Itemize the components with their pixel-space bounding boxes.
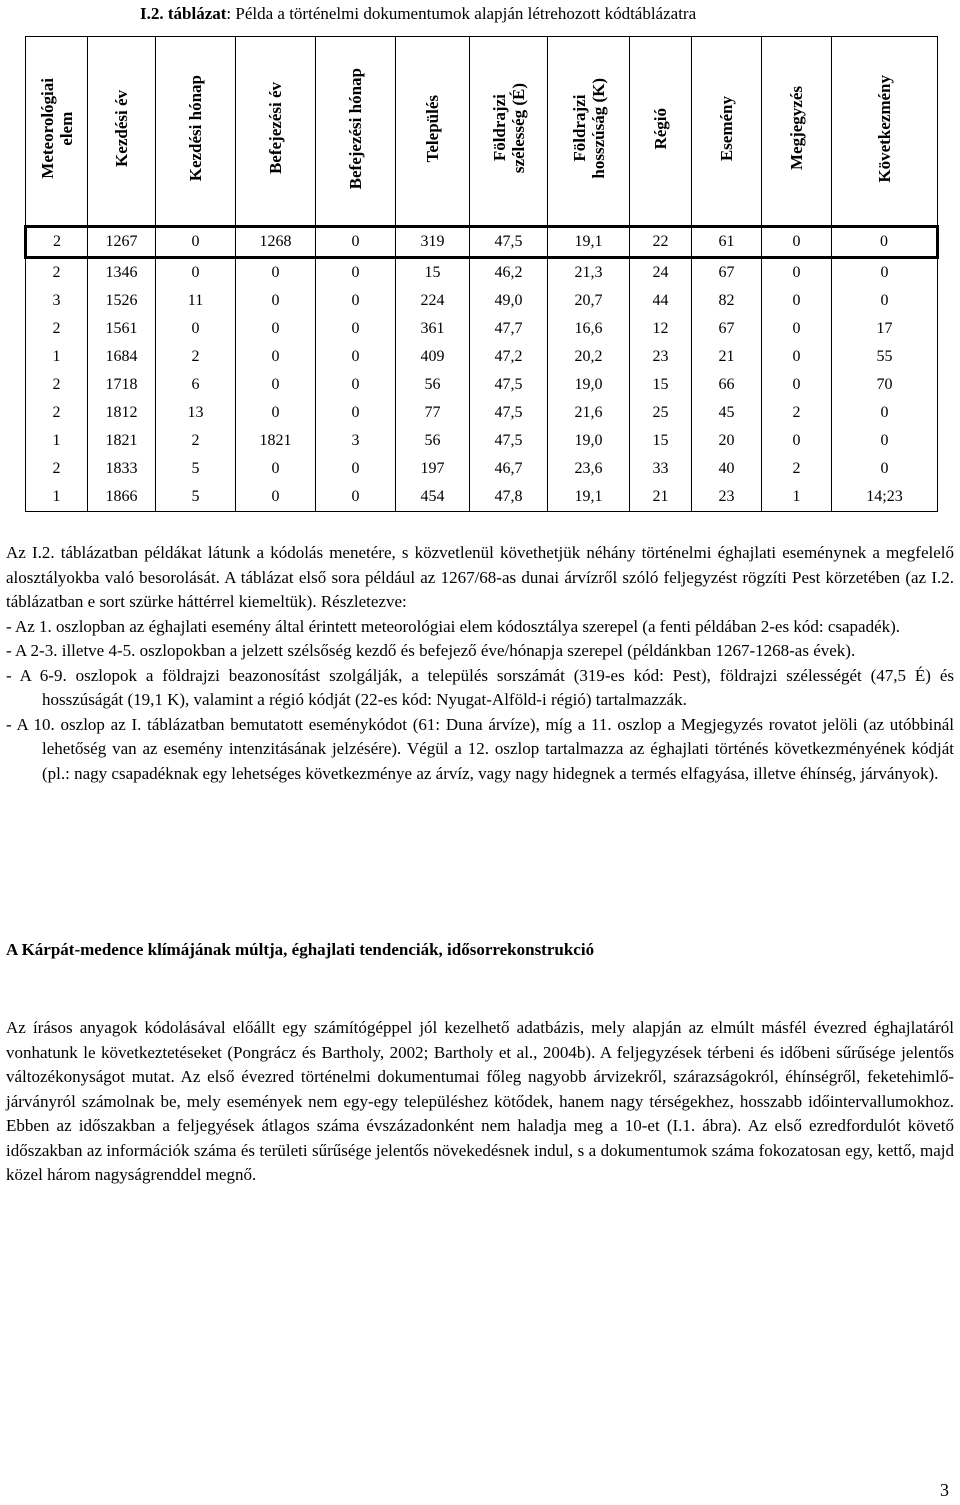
column-header-line: szélesség (É) [508, 83, 528, 174]
table-cell: 55 [832, 343, 938, 371]
column-header-label [490, 83, 528, 173]
table-cell: 0 [832, 287, 938, 315]
column-header-line: Befejezési hónap [346, 67, 365, 190]
table-cell: 2 [26, 315, 88, 343]
table-cell: 1 [762, 483, 832, 512]
table-cell: 21 [630, 483, 692, 512]
section-heading: A Kárpát-medence klímájának múltja, éghajlati tendenciák, idősorrekonstrukció [6, 940, 595, 959]
table-cell: 19,0 [548, 427, 630, 455]
column-header [762, 37, 832, 227]
column-header-line: Következmény [875, 74, 894, 183]
table-cell: 20,2 [548, 343, 630, 371]
table-cell: 2 [156, 343, 236, 371]
table-cell: 0 [762, 227, 832, 258]
page-number: 3 [940, 1480, 949, 1500]
table-cell: 21,3 [548, 258, 630, 288]
column-header [692, 37, 762, 227]
explanation-intro: Az I.2. táblázatban példákat látunk a kódolás menetére, s közvetlenül követhetjük néhány történelmi éghajlati eseménynek a megfelelő alosztályokba való besorolását. A táblázat első sora például az 1267/68-as dunai árvízről szóló feljegyzést rögzíti Pest körzetében (az I.2. táblázatban e sort szürke háttérrel kiemeltük). Részletezve: [6, 543, 954, 611]
column-header [832, 37, 938, 227]
table-cell: 2 [762, 455, 832, 483]
table-cell: 0 [832, 227, 938, 258]
column-header [88, 37, 156, 227]
column-header-line: Kezdési év [112, 90, 131, 167]
table-cell: 1821 [88, 427, 156, 455]
table-cell: 0 [236, 287, 316, 315]
table-cell: 0 [316, 343, 396, 371]
column-header-line: Befejezési év [266, 82, 285, 175]
table-header-row [26, 37, 938, 227]
table-cell: 0 [832, 399, 938, 427]
table-cell: 21,6 [548, 399, 630, 427]
column-header-label [186, 75, 205, 181]
table-cell: 1561 [88, 315, 156, 343]
section-paragraph: Az írásos anyagok kódolásával előállt egy számítógéppel jól kezelhető adatbázis, mely alapján az elmúlt másfél évezred éghajlatáról vonhatunk le következtetéseket (Pongrácz és Bartholy, 2002; Bartholy et al., 2004b). A feljegyzések térbeni és időbeni sűrűsége jelentős változékonyságot mutat. Az első évezred történelmi dokumentumai főleg nagyobb árvizekről, szárazságokról, éhínségről, feketehimlő-járványról számolnak be, mely események nem egy-egy településhez kötődek, hanem nagy térségekhez, hosszabb időintervallumokhoz. Ebben az időszakban a feljegyések átlagos száma évszázadonként nem haladja meg a 10-et (I.1. ábra). Az első ezredfordulót követő időszakban az információk száma és területi sűrűsége jelentős növekedésnek indul, s a dokumentumok száma fokozatosan egy, kettő, majd közel három nagyságrenddel megnő. [6, 1018, 954, 1184]
table-cell: 1267 [88, 227, 156, 258]
table-cell: 1684 [88, 343, 156, 371]
table-cell: 0 [762, 343, 832, 371]
table-cell: 0 [156, 315, 236, 343]
table-row [26, 427, 938, 455]
table-row [26, 483, 938, 512]
table-cell: 40 [692, 455, 762, 483]
table-cell: 1718 [88, 371, 156, 399]
table-cell: 1526 [88, 287, 156, 315]
table-row [26, 287, 938, 315]
table-cell: 3 [316, 427, 396, 455]
column-header-line: Megjegyzés [787, 86, 806, 171]
table-cell: 56 [396, 371, 470, 399]
table-cell: 46,7 [470, 455, 548, 483]
table-cell: 2 [26, 258, 88, 288]
table-cell: 47,7 [470, 315, 548, 343]
table-cell: 0 [316, 315, 396, 343]
table-cell: 1821 [236, 427, 316, 455]
column-header-line: elem [56, 111, 76, 146]
table-cell: 47,5 [470, 399, 548, 427]
table-cell: 0 [156, 227, 236, 258]
column-header-label [717, 96, 736, 161]
column-header-line: Földrajzi [489, 94, 509, 163]
column-header-line: Kezdési hónap [186, 75, 205, 182]
column-header-line: hosszúság (K) [588, 78, 608, 179]
table-cell: 44 [630, 287, 692, 315]
table-row [26, 315, 938, 343]
table-cell: 49,0 [470, 287, 548, 315]
table-cell: 2 [26, 455, 88, 483]
table-cell: 47,2 [470, 343, 548, 371]
caption-label: I.2. táblázat [140, 4, 227, 23]
table-cell: 1 [26, 483, 88, 512]
table-cell: 1346 [88, 258, 156, 288]
table-cell: 0 [236, 315, 316, 343]
table-cell: 46,2 [470, 258, 548, 288]
table-cell: 17 [832, 315, 938, 343]
table-cell: 0 [236, 399, 316, 427]
column-header [548, 37, 630, 227]
table-cell: 56 [396, 427, 470, 455]
table-cell: 77 [396, 399, 470, 427]
table-cell: 47,8 [470, 483, 548, 512]
table-cell: 0 [236, 343, 316, 371]
table-cell: 0 [236, 483, 316, 512]
explanation-bullet: - A 2-3. illetve 4-5. oszlopokban a jelzett szélsőség kezdő és befejező éve/hónapja szerepel (példánkban 1267-1268-as évek). [6, 641, 856, 660]
table-cell: 0 [316, 227, 396, 258]
table-cell: 21 [692, 343, 762, 371]
table-cell: 197 [396, 455, 470, 483]
table-cell: 454 [396, 483, 470, 512]
column-header-line: Település [423, 94, 442, 163]
table-cell: 16,6 [548, 315, 630, 343]
table-cell: 67 [692, 315, 762, 343]
table-caption [140, 4, 696, 24]
table-row [26, 399, 938, 427]
table-cell: 14;23 [832, 483, 938, 512]
table-cell: 0 [832, 455, 938, 483]
table-cell: 1866 [88, 483, 156, 512]
table-cell: 2 [26, 399, 88, 427]
column-header-line: Földrajzi [569, 94, 589, 163]
table-cell: 0 [156, 258, 236, 288]
table-cell: 13 [156, 399, 236, 427]
column-header-label [112, 90, 131, 167]
table-cell: 15 [630, 427, 692, 455]
table-row [26, 371, 938, 399]
table-cell: 23 [630, 343, 692, 371]
column-header-line: Meteorológiai [37, 78, 57, 179]
table-cell: 23,6 [548, 455, 630, 483]
column-header-line: Esemény [717, 95, 736, 162]
table-row [26, 258, 938, 288]
table-cell: 0 [762, 427, 832, 455]
column-header-label [787, 86, 806, 170]
explanation-bullet: - A 10. oszlop az I. táblázatban bemutatott eseménykódot (61: Duna árvíze), míg a 11. oszlop a Megjegyzés rovatot jelöli (az utóbbinál lehetőség van az esemény intenzitásának jelzésére). Végül a 12. oszlop tartalmazza az éghajlati történés következményének kódját (pl.: nagy csapadéknak egy lehetséges következménye az árvíz, vagy nagy hidegnek a termés elfagyása, illetve éhínség, járványok). [6, 714, 954, 783]
section-body [6, 1016, 954, 1188]
table-cell: 1812 [88, 399, 156, 427]
table-cell: 1268 [236, 227, 316, 258]
table-cell: 24 [630, 258, 692, 288]
table-cell: 45 [692, 399, 762, 427]
table-cell: 1 [26, 343, 88, 371]
table-cell: 0 [236, 371, 316, 399]
column-header-label [346, 68, 365, 189]
column-header [470, 37, 548, 227]
table-cell: 12 [630, 315, 692, 343]
column-header-label [423, 95, 442, 162]
column-header-label [570, 78, 608, 179]
table-cell: 20,7 [548, 287, 630, 315]
table-cell: 0 [316, 258, 396, 288]
table-cell: 15 [396, 258, 470, 288]
table-cell: 0 [316, 455, 396, 483]
table-cell: 361 [396, 315, 470, 343]
explanation-block [6, 541, 954, 786]
table-cell: 409 [396, 343, 470, 371]
code-table [24, 36, 939, 512]
table-cell: 25 [630, 399, 692, 427]
column-header [316, 37, 396, 227]
table-row [26, 455, 938, 483]
table-cell: 0 [236, 258, 316, 288]
table-cell: 66 [692, 371, 762, 399]
table-cell: 20 [692, 427, 762, 455]
column-header [396, 37, 470, 227]
table-cell: 5 [156, 483, 236, 512]
table-cell: 0 [832, 427, 938, 455]
table-cell: 19,1 [548, 483, 630, 512]
table-cell: 61 [692, 227, 762, 258]
table-cell: 0 [316, 287, 396, 315]
table-cell: 1 [26, 427, 88, 455]
column-header [26, 37, 88, 227]
column-header-line: Régió [651, 107, 670, 150]
column-header-label [266, 82, 285, 174]
table-cell: 0 [832, 258, 938, 288]
explanation-bullet: - A 6-9. oszlopok a földrajzi beazonosítást szolgálják, a település sorszámát (319-es kód: Pest), földrajzi szélességét (47,5 É) és hosszúságát (19,1 K), valamint a régió kódját (22-es kód: Nyugat-Alföld-i régió) tartalmazzák. [6, 665, 954, 709]
table-cell: 0 [236, 455, 316, 483]
table-cell: 1833 [88, 455, 156, 483]
column-header [156, 37, 236, 227]
table-row [26, 343, 938, 371]
table-cell: 2 [26, 371, 88, 399]
table-cell: 11 [156, 287, 236, 315]
table-cell: 47,5 [470, 371, 548, 399]
table-cell: 0 [762, 287, 832, 315]
table-cell: 33 [630, 455, 692, 483]
table-cell: 15 [630, 371, 692, 399]
table-cell: 67 [692, 258, 762, 288]
table-cell: 3 [26, 287, 88, 315]
caption-text: : Példa a történelmi dokumentumok alapján létrehozott kódtáblázatra [226, 4, 697, 23]
table-cell: 0 [762, 371, 832, 399]
table-cell: 0 [316, 371, 396, 399]
column-header-label [38, 78, 76, 179]
table-cell: 47,5 [470, 227, 548, 258]
table-cell: 319 [396, 227, 470, 258]
table-cell: 2 [762, 399, 832, 427]
table-cell: 19,0 [548, 371, 630, 399]
table-row [26, 227, 938, 258]
table-cell: 0 [762, 315, 832, 343]
table-cell: 70 [832, 371, 938, 399]
column-header-label [651, 108, 670, 150]
column-header [236, 37, 316, 227]
table-cell: 0 [762, 258, 832, 288]
table-cell: 47,5 [470, 427, 548, 455]
table-cell: 2 [156, 427, 236, 455]
explanation-bullet: - Az 1. oszlopban az éghajlati esemény által érintett meteorológiai elem kódosztálya szerepel (a fenti példában 2-es kód: csapadék). [6, 616, 901, 636]
column-header [630, 37, 692, 227]
table-cell: 6 [156, 371, 236, 399]
table-cell: 224 [396, 287, 470, 315]
column-header-label [875, 75, 894, 183]
table-cell: 23 [692, 483, 762, 512]
table-cell: 19,1 [548, 227, 630, 258]
table-body [26, 227, 938, 512]
table-cell: 0 [316, 483, 396, 512]
table-cell: 82 [692, 287, 762, 315]
table-cell: 0 [316, 399, 396, 427]
table-cell: 22 [630, 227, 692, 258]
table-cell: 2 [26, 227, 88, 258]
table-cell: 5 [156, 455, 236, 483]
